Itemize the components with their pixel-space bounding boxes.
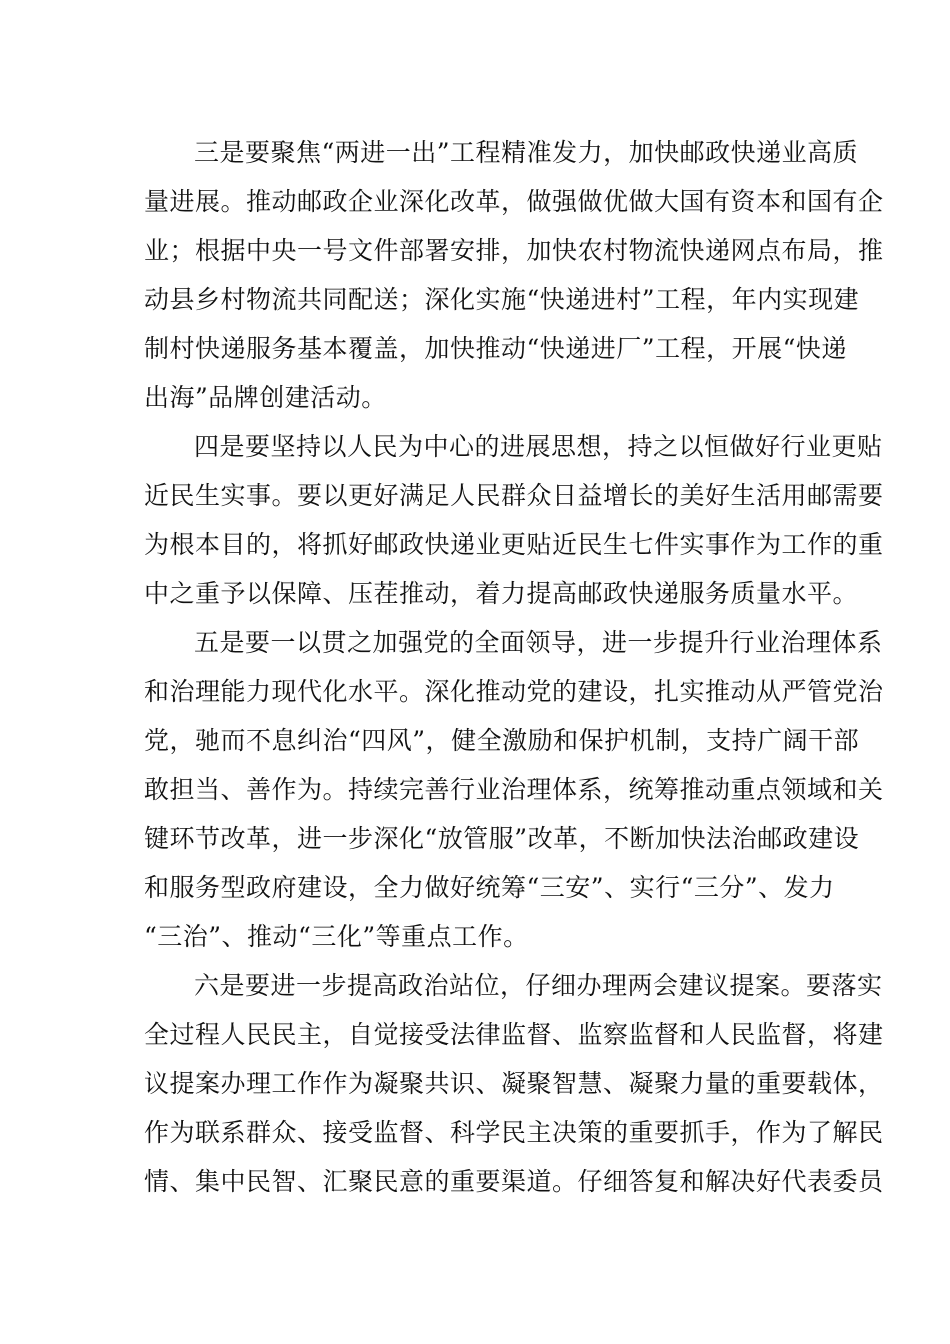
paragraph-1-line-1: 三是要聚焦“两进一出”工程精准发力，加快邮政快递业高质 — [194, 138, 859, 167]
paragraph-2-line-2: 近民生实事。要以更好满足人民群众日益增长的美好生活用邮需要 — [144, 481, 884, 510]
paragraph-3-line-3: 党，驰而不息纠治“四风”，健全激励和保护机制，支持广阔干部 — [144, 726, 860, 755]
paragraph-3-line-2: 和治理能力现代化水平。深化推动党的建设，扎实推动从严管党治 — [144, 677, 884, 706]
paragraph-1-line-6: 出海”品牌创建活动。 — [144, 383, 387, 412]
paragraph-3-line-6: 和服务型政府建设，全力做好统筹“三安”、实行“三分”、发力 — [144, 873, 835, 902]
paragraph-3-line-5: 键环节改革，进一步深化“放管服”改革，不断加快法治邮政建设 — [144, 824, 860, 853]
paragraph-3-line-7: “三治”、推动“三化”等重点工作。 — [144, 922, 529, 951]
paragraph-2-line-3: 为根本目的，将抓好邮政快递业更贴近民生七件实事作为工作的重 — [144, 530, 884, 559]
paragraph-4-line-2: 全过程人民民主，自觉接受法律监督、监察监督和人民监督，将建 — [144, 1020, 884, 1049]
paragraph-1-line-5: 制村快递服务基本覆盖，加快推动“快递进厂”工程，开展“快递 — [144, 334, 847, 363]
paragraph-1-line-2: 量进展。推动邮政企业深化改革，做强做优做大国有资本和国有企 — [144, 187, 884, 216]
paragraph-2-line-4: 中之重予以保障、压茬推动，着力提高邮政快递服务质量水平。 — [144, 579, 859, 608]
paragraph-1-line-3: 业；根据中央一号文件部署安排，加快农村物流快递网点布局，推 — [144, 236, 884, 265]
paragraph-4-line-5: 情、集中民智、汇聚民意的重要渠道。仔细答复和解决好代表委员 — [144, 1167, 884, 1196]
paragraph-1-line-4: 动县乡村物流共同配送；深化实施“快递进村”工程，年内实现建 — [144, 285, 860, 314]
paragraph-3-line-1: 五是要一以贯之加强党的全面领导，进一步提升行业治理体系 — [194, 628, 883, 657]
paragraph-4-line-1: 六是要进一步提高政治站位，仔细办理两会建议提案。要落实 — [194, 971, 883, 1000]
paragraph-4-line-4: 作为联系群众、接受监督、科学民主决策的重要抓手，作为了解民 — [144, 1118, 884, 1147]
paragraph-4-line-3: 议提案办理工作作为凝聚共识、凝聚智慧、凝聚力量的重要载体， — [144, 1069, 884, 1098]
paragraph-2-line-1: 四是要坚持以人民为中心的进展思想，持之以恒做好行业更贴 — [194, 432, 883, 461]
paragraph-3-line-4: 敢担当、善作为。持续完善行业治理体系，统筹推动重点领域和关 — [144, 775, 884, 804]
